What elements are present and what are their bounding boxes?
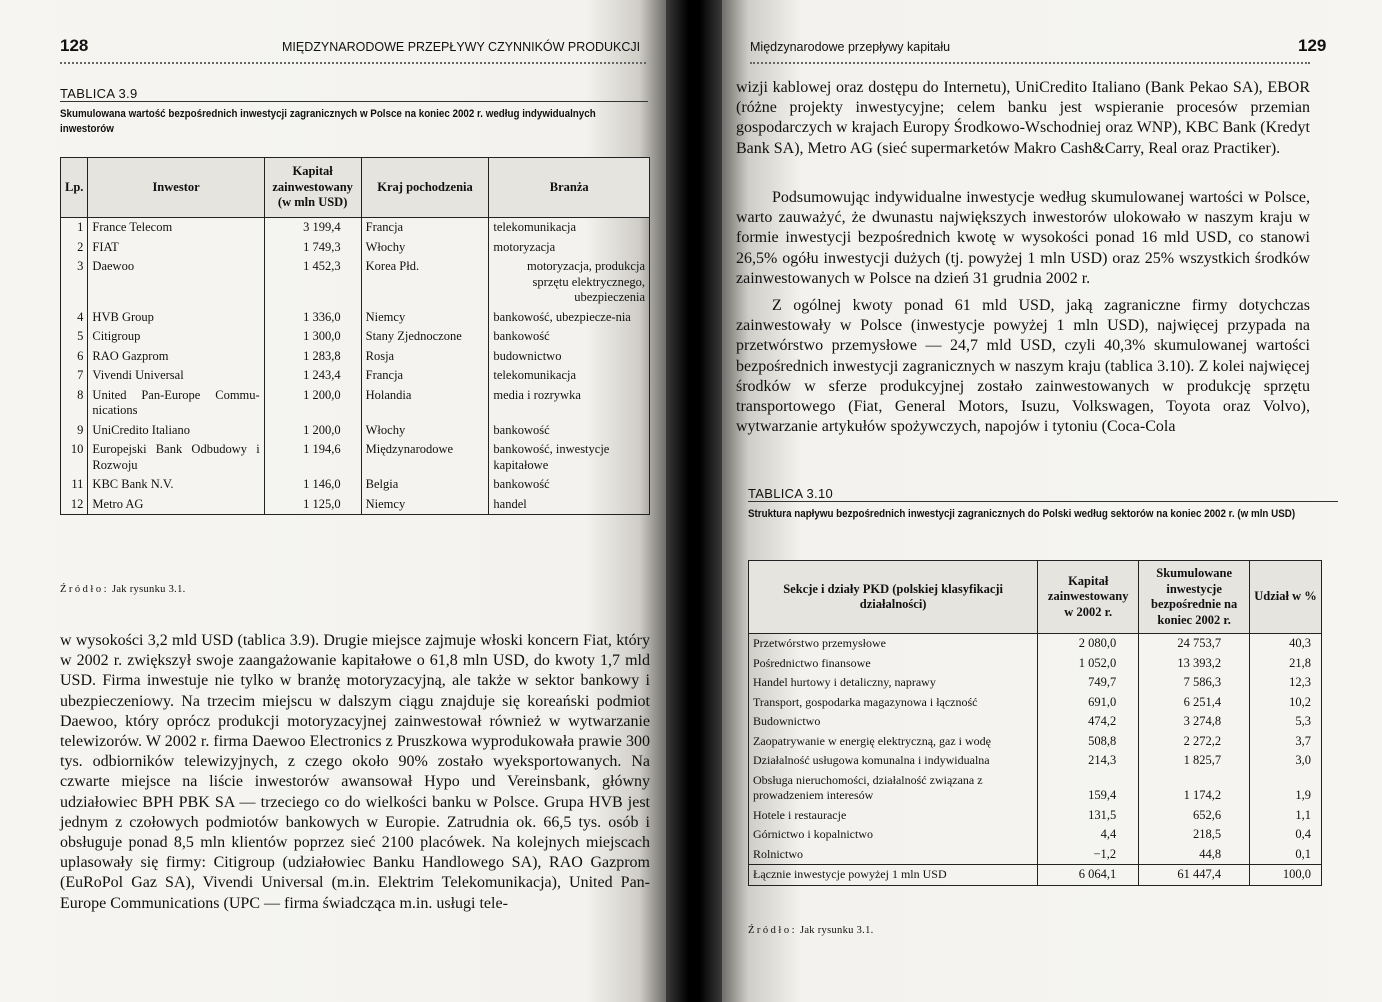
col-header-sector: Branża (489, 158, 650, 218)
cell-country: Korea Płd. (361, 257, 489, 308)
cell-lp: 2 (61, 238, 88, 258)
cell-capital: 1 200,0 (264, 386, 361, 421)
cell-country: Francja (361, 218, 489, 238)
cell-capital: 1 146,0 (264, 475, 361, 495)
cell-capital: 1 125,0 (264, 495, 361, 515)
col-header-share: Udział w % (1250, 561, 1322, 634)
cell-cumulative: 61 447,4 (1139, 865, 1250, 886)
cell-investor: KBC Bank N.V. (88, 475, 264, 495)
body-text: w wysokości 3,2 mld USD (tablica 3.9). Drugie miejsce zajmuje włoski koncern Fiat, który w 2002 r. zwiększył swoje zaangażowanie kapitałowe o 61,8 mln USD, do kwoty 1,7 mld USD. Firma inwestuje nie tylko w branżę motoryzacyjną, ale także w sektor bankowy i ubezpieczeniowy. Na trzecim miejscu w dalszym ciągu znajduje się koreański podmiot Daewoo, który oprócz produkcji motoryzacyjnej zainwestował również w wytwarzanie telewizorów. W 2002 r. firma Daewoo Electronics z Pruszkowa wyprodukowała prawie 300 tys. odbiorników telewizyjnych, z czego około 90% zostało wyeksportowanych. Na czwarte miejsce na liście inwestorów awansował Hypo und Vereinsbank, główny udziałowiec BPH PBK SA — trzeciego co do wielkości banku w Polsce. Grupa HVB jest jednym z czołowych podmiotów bankowych w Europie. Zatrudnia ok. 66,5 tys. osób i obsługuje ponad 8,5 mln klientów poprzez sieć 2100 placówek. Na kolejnych miejscach uplasowały się firmy: Citigroup (udziałowiec Banku Handlowego SA), RAO Gazprom (EuRoPol Gaz SA), Vivendi Universal (m.in. Elektrim Telekomunikacja), United Pan-Europe Communications (UPC — firma świadcząca m.in. usługi tele- (60, 632, 650, 912)
table-row (61, 386, 650, 421)
table-label-rule (748, 501, 1338, 502)
cell-cumulative: 13 393,2 (1139, 654, 1250, 674)
table-label: TABLICA 3.9 (60, 86, 138, 101)
book-gutter (666, 0, 722, 1002)
cell-capital: 1 749,3 (264, 238, 361, 258)
cell-capital: 749,7 (1038, 673, 1139, 693)
cell-sector: Rolnictwo (749, 845, 1038, 865)
cell-sector: Działalność usługowa komunalna i indywidualna (749, 751, 1038, 771)
cell-share: 3,0 (1250, 751, 1322, 771)
cell-share: 3,7 (1250, 732, 1322, 752)
table-header-row (749, 561, 1322, 634)
table-row (61, 421, 650, 441)
cell-sector: Budownictwo (749, 712, 1038, 732)
cell-country: Francja (361, 366, 489, 386)
table-row (749, 771, 1322, 806)
cell-lp: 1 (61, 218, 88, 238)
cell-investor: Vivendi Universal (88, 366, 264, 386)
cell-investor: FIAT (88, 238, 264, 258)
col-header-investor: Inwestor (88, 158, 264, 218)
col-header-country: Kraj pochodzenia (361, 158, 489, 218)
cell-capital: 1 283,8 (264, 347, 361, 367)
cell-investor: France Telecom (88, 218, 264, 238)
cell-share: 1,9 (1250, 771, 1322, 806)
cell-lp: 7 (61, 366, 88, 386)
table-row (61, 475, 650, 495)
source-note (748, 925, 874, 936)
source-label: Źródło: (748, 925, 797, 936)
cell-cumulative: 44,8 (1139, 845, 1250, 865)
col-header-capital: Kapitał zainwestowany w 2002 r. (1038, 561, 1139, 634)
page-number: 129 (1298, 36, 1327, 55)
source-note (60, 584, 186, 595)
body-paragraph-3: Z ogólnej kwoty ponad 61 mld USD, jaką zagraniczne firmy dotychczas zainwestowały w Polsce (inwestycje powyżej 1 mln USD), najwięcej przypada na przetwórstwo przemysłowe — 24,7 mld USD, czyli 40,3% skumulowanej wartości bezpośrednich inwestycji zagranicznych w naszym kraju (tablica 3.10). Z kolei najwięcej środków w sferze produkcyjnej zostało zainwestowanych w produkcję sprzętu transportowego (Fiat, General Motors, Isuzu, Volkswagen, Toyota oraz Volvo), wytwarzanie artykułów spożywczych, napojów i tytoniu (Coca-Cola (736, 297, 1310, 436)
cell-country: Niemcy (361, 495, 489, 515)
source-text: Jak rysunku 3.1. (799, 925, 874, 936)
table-label: TABLICA 3.10 (748, 486, 834, 501)
cell-capital: 1 052,0 (1038, 654, 1139, 674)
cell-country: Belgia (361, 475, 489, 495)
cell-sector: Transport, gospodarka magazynowa i łączność (749, 693, 1038, 713)
cell-capital: 2 080,0 (1038, 634, 1139, 654)
cell-cumulative: 652,6 (1139, 806, 1250, 826)
table-row (61, 257, 650, 308)
left-page (0, 0, 666, 1002)
cell-sector: telekomunikacja (489, 366, 650, 386)
table-row (61, 366, 650, 386)
cell-cumulative: 2 272,2 (1139, 732, 1250, 752)
cell-capital: 691,0 (1038, 693, 1139, 713)
cell-share: 0,1 (1250, 845, 1322, 865)
cell-capital: 1 200,0 (264, 421, 361, 441)
cell-country: Włochy (361, 238, 489, 258)
cell-capital: 474,2 (1038, 712, 1139, 732)
cell-country: Włochy (361, 421, 489, 441)
cell-investor: Daewoo (88, 257, 264, 308)
running-head: MIĘDZYNARODOWE PRZEPŁYWY CZYNNIKÓW PRODUKCJI (282, 40, 641, 54)
cell-share: 40,3 (1250, 634, 1322, 654)
cell-capital: −1,2 (1038, 845, 1139, 865)
table-row (749, 751, 1322, 771)
cell-share: 21,8 (1250, 654, 1322, 674)
table-row (61, 218, 650, 238)
cell-sector: Pośrednictwo finansowe (749, 654, 1038, 674)
table-row (749, 673, 1322, 693)
cell-lp: 3 (61, 257, 88, 308)
cell-sector: telekomunikacja (489, 218, 650, 238)
cell-sector: bankowość (489, 475, 650, 495)
cell-sector: Hotele i restauracje (749, 806, 1038, 826)
body-paragraph-1: wizji kablowej oraz dostępu do Internetu), UniCredito Italiano (Bank Pekao SA), EBOR (różne projekty inwestycyjne; celem banku jest wspieranie procesów przemian gospodarczych w krajach Europy Środkowo-Wschodniej oraz WNP), KBC Bank (Kredyt Bank SA), Metro AG (sieć supermarketów Makro Cash&Carry, Real oraz Practiker). (736, 79, 1310, 157)
cell-sector: bankowość, inwestycje kapitałowe (489, 440, 650, 475)
cell-cumulative: 1 825,7 (1139, 751, 1250, 771)
cell-capital: 131,5 (1038, 806, 1139, 826)
cell-capital: 1 243,4 (264, 366, 361, 386)
cell-sector: motoryzacja (489, 238, 650, 258)
cell-lp: 6 (61, 347, 88, 367)
cell-sector: bankowość (489, 421, 650, 441)
cell-country: Niemcy (361, 308, 489, 328)
cell-investor: Citigroup (88, 327, 264, 347)
body-paragraph-2: Podsumowując indywidualne inwestycje według skumulowanej wartości w Polsce, warto zauważyć, że dwunastu największych inwestorów ulokowało w naszym kraju w formie inwestycji bezpośrednich kwotę w wysokości ponad 16 mld USD, co stanowi 26,5% ogółu inwestycji dużych (tj. powyżej 1 mln USD) oraz 25% wszystkich środków zainwestowanych w Polsce na dzień 31 grudnia 2002 r. (736, 189, 1310, 287)
table-row (61, 308, 650, 328)
header-rule (60, 62, 646, 64)
cell-cumulative: 3 274,8 (1139, 712, 1250, 732)
col-header-lp: Lp. (61, 158, 88, 218)
cell-lp: 8 (61, 386, 88, 421)
cell-share: 0,4 (1250, 825, 1322, 845)
cell-country: Stany Zjednoczone (361, 327, 489, 347)
cell-capital: 6 064,1 (1038, 865, 1139, 886)
cell-capital: 4,4 (1038, 825, 1139, 845)
right-page (722, 0, 1382, 1002)
table-row (749, 845, 1322, 865)
source-label: Źródło: (60, 584, 109, 595)
table-row (749, 654, 1322, 674)
cell-investor: United Pan-Europe Commu-nications (88, 386, 264, 421)
cell-lp: 9 (61, 421, 88, 441)
cell-cumulative: 1 174,2 (1139, 771, 1250, 806)
cell-capital: 1 336,0 (264, 308, 361, 328)
table-header-row (61, 158, 650, 218)
cell-capital: 1 300,0 (264, 327, 361, 347)
cell-cumulative: 24 753,7 (1139, 634, 1250, 654)
cell-sector: motoryzacja, produkcja sprzętu elektrycznego, ubezpieczenia (489, 257, 650, 308)
table-row (749, 732, 1322, 752)
table-row (749, 693, 1322, 713)
cell-cumulative: 6 251,4 (1139, 693, 1250, 713)
investors-table (60, 157, 650, 515)
header-rule (750, 62, 1310, 64)
cell-share: 12,3 (1250, 673, 1322, 693)
cell-lp: 12 (61, 495, 88, 515)
cell-sector: Łącznie inwestycje powyżej 1 mln USD (749, 865, 1038, 886)
cell-country: Rosja (361, 347, 489, 367)
cell-sector: handel (489, 495, 650, 515)
table-row (61, 495, 650, 515)
cell-capital: 508,8 (1038, 732, 1139, 752)
sectors-table (748, 560, 1322, 886)
col-header-capital: Kapitał zainwestowany (w mln USD) (264, 158, 361, 218)
cell-sector: Przetwórstwo przemysłowe (749, 634, 1038, 654)
cell-lp: 11 (61, 475, 88, 495)
cell-investor: UniCredito Italiano (88, 421, 264, 441)
cell-sector: media i rozrywka (489, 386, 650, 421)
cell-capital: 159,4 (1038, 771, 1139, 806)
table-title: Struktura napływu bezpośrednich inwestycji zagranicznych do Polski według sektorów na koniec 2002 r. (w mln USD) (748, 508, 1296, 520)
table-row (749, 634, 1322, 654)
table-label-rule (60, 101, 648, 102)
page-number: 128 (60, 36, 89, 55)
cell-share: 10,2 (1250, 693, 1322, 713)
cell-cumulative: 7 586,3 (1139, 673, 1250, 693)
table-row (749, 712, 1322, 732)
table-row (61, 347, 650, 367)
table-row (749, 825, 1322, 845)
cell-sector: bankowość, ubezpiecze-nia (489, 308, 650, 328)
table-row (749, 865, 1322, 886)
cell-share: 1,1 (1250, 806, 1322, 826)
cell-cumulative: 218,5 (1139, 825, 1250, 845)
cell-lp: 10 (61, 440, 88, 475)
cell-lp: 4 (61, 308, 88, 328)
cell-capital: 1 194,6 (264, 440, 361, 475)
col-header-sector: Sekcje i działy PKD (polskiej klasyfikacji działalności) (749, 561, 1038, 634)
table-row (61, 238, 650, 258)
cell-investor: RAO Gazprom (88, 347, 264, 367)
cell-capital: 214,3 (1038, 751, 1139, 771)
cell-lp: 5 (61, 327, 88, 347)
col-header-cumulative: Skumulowane inwestycje bezpośrednie na koniec 2002 r. (1139, 561, 1250, 634)
cell-investor: HVB Group (88, 308, 264, 328)
cell-investor: Europejski Bank Odbudowy i Rozwoju (88, 440, 264, 475)
cell-capital: 1 452,3 (264, 257, 361, 308)
table-row (61, 440, 650, 475)
cell-share: 100,0 (1250, 865, 1322, 886)
table-row (749, 806, 1322, 826)
cell-sector: bankowość (489, 327, 650, 347)
cell-country: Międzynarodowe (361, 440, 489, 475)
table-row (61, 327, 650, 347)
cell-sector: budownictwo (489, 347, 650, 367)
cell-sector: Obsługa nieruchomości, działalność związana z prowadzeniem interesów (749, 771, 1038, 806)
cell-investor: Metro AG (88, 495, 264, 515)
cell-sector: Górnictwo i kopalnictwo (749, 825, 1038, 845)
running-head: Międzynarodowe przepływy kapitału (750, 40, 951, 54)
source-text: Jak rysunku 3.1. (111, 584, 186, 595)
table-title: Skumulowana wartość bezpośrednich inwestycji zagranicznych w Polsce na koniec 2002 r. według indywidualnych inwestorów (60, 108, 596, 135)
cell-country: Holandia (361, 386, 489, 421)
cell-sector: Zaopatrywanie w energię elektryczną, gaz i wodę (749, 732, 1038, 752)
cell-capital: 3 199,4 (264, 218, 361, 238)
cell-sector: Handel hurtowy i detaliczny, naprawy (749, 673, 1038, 693)
cell-share: 5,3 (1250, 712, 1322, 732)
